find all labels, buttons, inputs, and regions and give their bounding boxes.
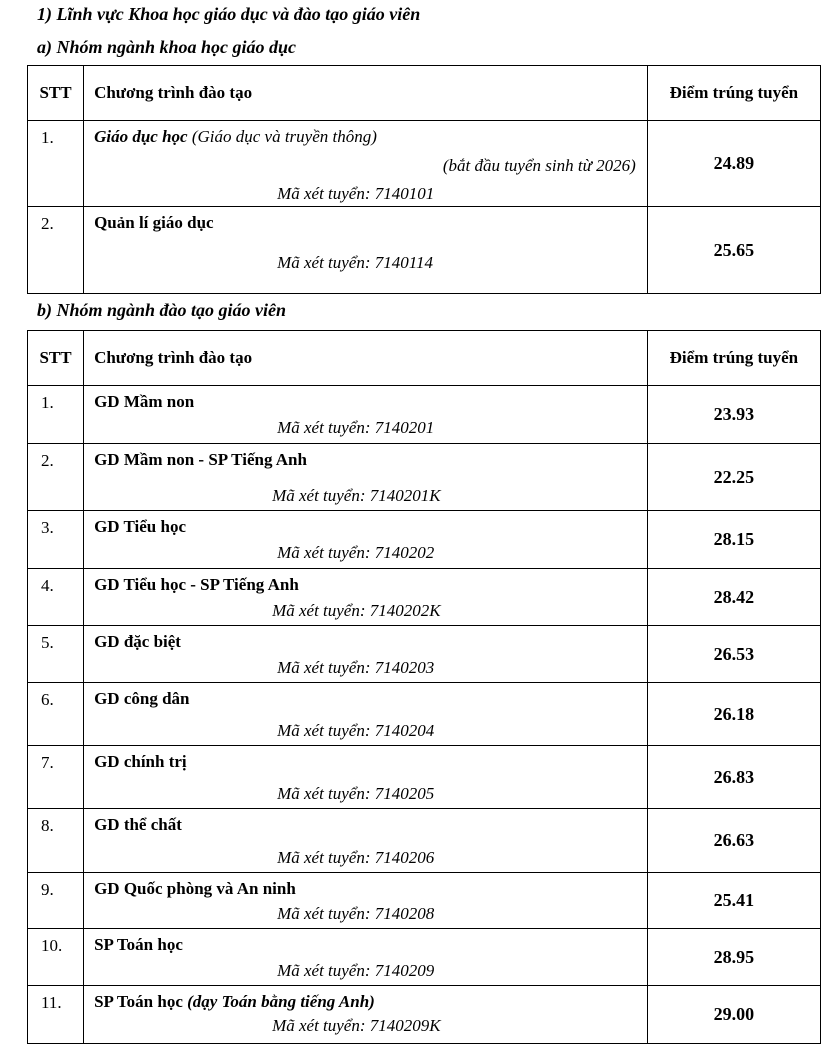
program-code: Mã xét tuyển: 7140204 xyxy=(277,721,435,740)
table-row xyxy=(28,929,821,986)
row-number: 8. xyxy=(28,809,84,873)
row-number: 1. xyxy=(28,386,84,444)
program-code: Mã xét tuyển: 7140201 xyxy=(277,418,435,437)
score-cell: 26.53 xyxy=(647,626,820,683)
program-cell xyxy=(84,746,648,809)
score-cell: 28.95 xyxy=(647,929,820,986)
group-b-table xyxy=(27,330,821,1044)
score-cell: 25.41 xyxy=(647,873,820,929)
score-cell: 25.65 xyxy=(647,207,820,294)
program-name: GD thể chất xyxy=(94,815,182,834)
program-cell xyxy=(84,121,648,207)
table-row xyxy=(28,121,821,207)
program-name-main: SP Toán học xyxy=(94,992,183,1011)
row-number: 2. xyxy=(28,207,84,294)
table-row xyxy=(28,207,821,294)
score-cell: 23.93 xyxy=(647,386,820,444)
program-note: (bắt đầu tuyển sinh từ 2026) xyxy=(442,156,636,175)
program-cell xyxy=(84,569,648,626)
group-b-title: b) Nhóm ngành đào tạo giáo viên xyxy=(37,300,287,320)
header-stt: STT xyxy=(28,66,84,121)
program-cell xyxy=(84,929,648,986)
table-header-row xyxy=(28,331,821,386)
header-stt: STT xyxy=(28,331,84,386)
table-row xyxy=(28,386,821,444)
program-name: SP Toán học xyxy=(94,935,183,954)
program-name: GD Tiểu học - SP Tiếng Anh xyxy=(94,575,299,594)
program-name: GD Mầm non - SP Tiếng Anh xyxy=(94,450,307,469)
table-row xyxy=(28,809,821,873)
program-name: GD công dân xyxy=(94,689,190,708)
table-row xyxy=(28,444,821,511)
score-cell: 26.18 xyxy=(647,683,820,746)
score-cell: 24.89 xyxy=(647,121,820,207)
table-row xyxy=(28,511,821,569)
header-score: Điểm trúng tuyển xyxy=(647,66,820,121)
program-name-extra: (dạy Toán bằng tiếng Anh) xyxy=(182,992,375,1011)
program-name-sub: (Giáo dục và truyền thông) xyxy=(187,127,377,146)
score-cell: 26.63 xyxy=(647,809,820,873)
program-cell xyxy=(84,683,648,746)
program-code: Mã xét tuyển: 7140209K xyxy=(272,1016,441,1035)
row-number: 11. xyxy=(28,986,84,1044)
table-header-row xyxy=(28,66,821,121)
row-number: 4. xyxy=(28,569,84,626)
program-name xyxy=(94,992,375,1012)
header-program: Chương trình đào tạo xyxy=(84,331,648,386)
program-name: GD chính trị xyxy=(94,752,187,771)
program-name-main: Giáo dục học xyxy=(94,127,188,146)
program-name: GD Quốc phòng và An ninh xyxy=(94,879,296,898)
group-a-table xyxy=(27,65,821,294)
program-code: Mã xét tuyển: 7140206 xyxy=(277,848,435,867)
row-number: 2. xyxy=(28,444,84,511)
group-a-title: a) Nhóm ngành khoa học giáo dục xyxy=(37,37,297,57)
program-code: Mã xét tuyển: 7140114 xyxy=(277,253,434,272)
program-code: Mã xét tuyển: 7140201K xyxy=(272,486,441,505)
program-code: Mã xét tuyển: 7140205 xyxy=(277,784,435,803)
program-code: Mã xét tuyển: 7140101 xyxy=(277,184,435,203)
program-cell xyxy=(84,207,648,294)
table-row xyxy=(28,626,821,683)
program-cell xyxy=(84,626,648,683)
program-name: GD Tiểu học xyxy=(94,517,187,536)
table-row xyxy=(28,746,821,809)
program-cell xyxy=(84,809,648,873)
table-row xyxy=(28,873,821,929)
program-cell xyxy=(84,511,648,569)
row-number: 5. xyxy=(28,626,84,683)
program-cell xyxy=(84,986,648,1044)
row-number: 7. xyxy=(28,746,84,809)
program-name: GD đặc biệt xyxy=(94,632,181,651)
table-row xyxy=(28,569,821,626)
header-program: Chương trình đào tạo xyxy=(84,66,648,121)
score-cell: 29.00 xyxy=(647,986,820,1044)
score-cell: 22.25 xyxy=(647,444,820,511)
program-code: Mã xét tuyển: 7140202K xyxy=(272,601,441,620)
program-code: Mã xét tuyển: 7140208 xyxy=(277,904,435,923)
program-code: Mã xét tuyển: 7140209 xyxy=(277,961,435,980)
row-number: 1. xyxy=(28,121,84,207)
program-name: GD Mầm non xyxy=(94,392,195,411)
header-score: Điểm trúng tuyển xyxy=(647,331,820,386)
table-row xyxy=(28,683,821,746)
score-cell: 26.83 xyxy=(647,746,820,809)
table-row xyxy=(28,986,821,1044)
program-code: Mã xét tuyển: 7140203 xyxy=(277,658,435,677)
section-1-title: 1) Lĩnh vực Khoa học giáo dục và đào tạo giáo viên xyxy=(37,4,421,24)
row-number: 3. xyxy=(28,511,84,569)
program-name xyxy=(94,127,377,147)
row-number: 9. xyxy=(28,873,84,929)
row-number: 10. xyxy=(28,929,84,986)
program-code: Mã xét tuyển: 7140202 xyxy=(277,543,435,562)
score-cell: 28.42 xyxy=(647,569,820,626)
program-name: Quản lí giáo dục xyxy=(94,213,214,232)
program-cell xyxy=(84,873,648,929)
program-cell xyxy=(84,386,648,444)
row-number: 6. xyxy=(28,683,84,746)
program-cell xyxy=(84,444,648,511)
score-cell: 28.15 xyxy=(647,511,820,569)
